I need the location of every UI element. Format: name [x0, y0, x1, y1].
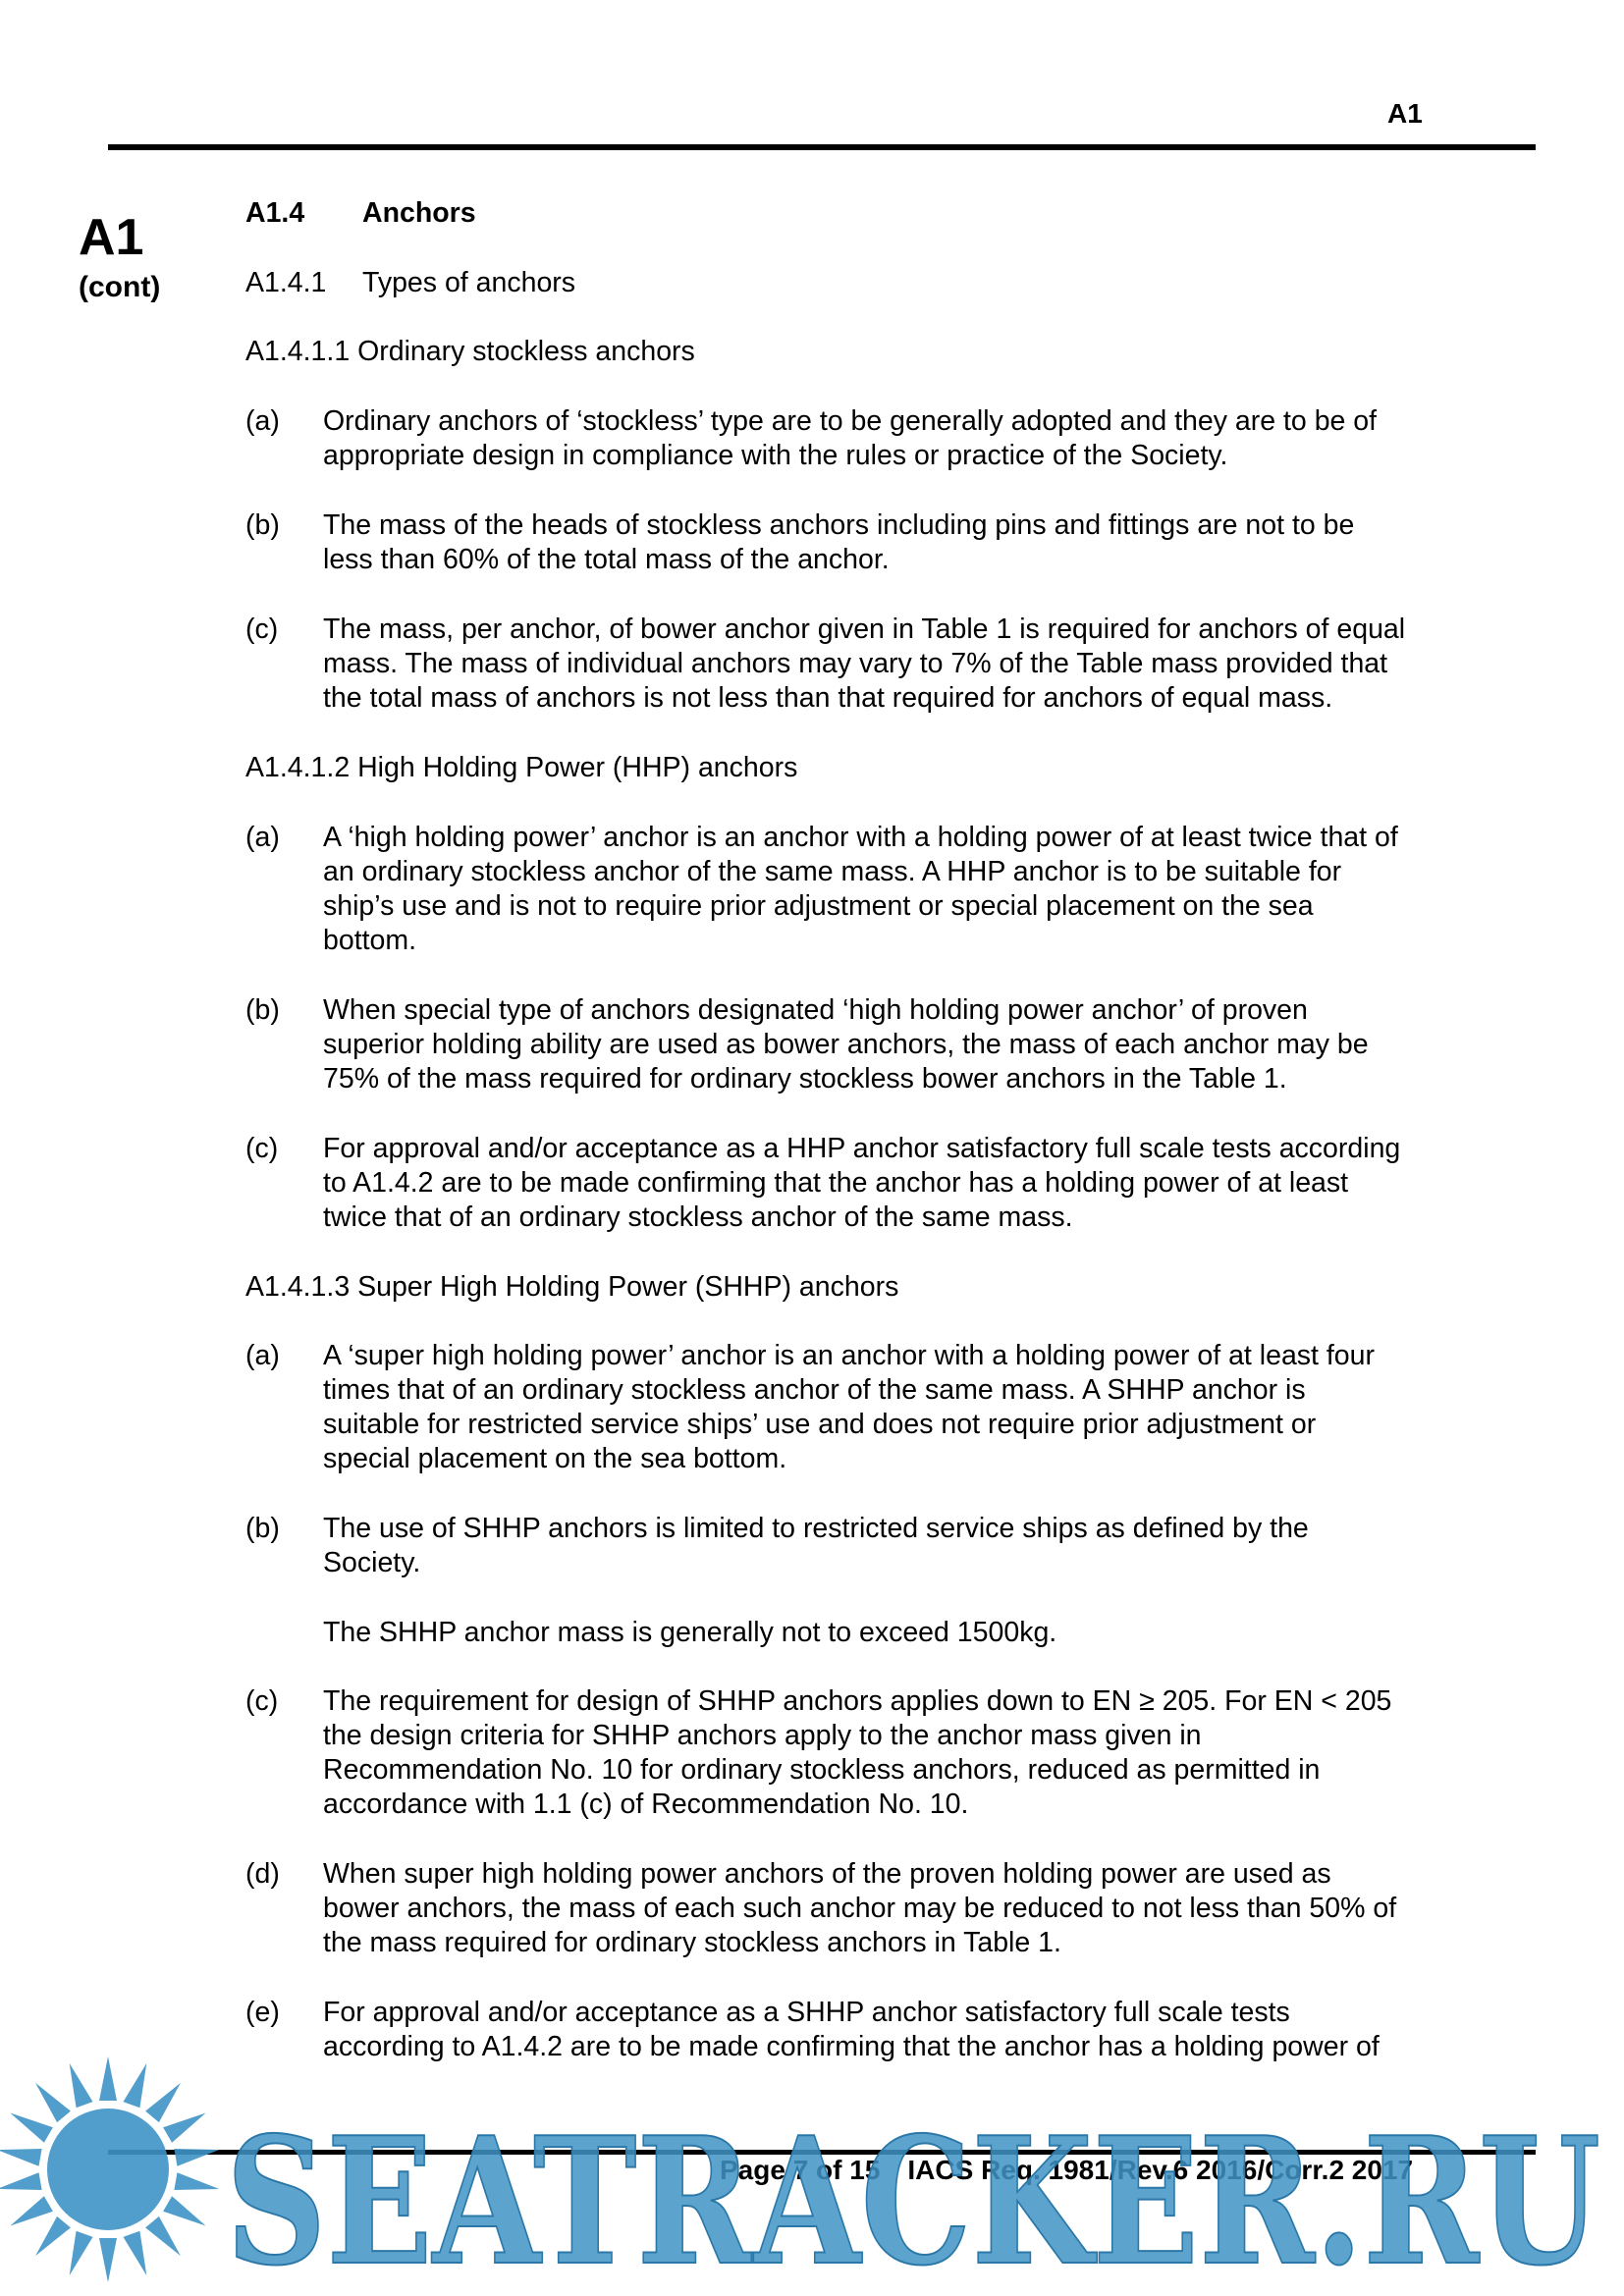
sub3-c-label: (c)	[245, 1685, 279, 1717]
sub3-e-label: (e)	[245, 1997, 280, 2028]
text-line: bower anchors, the mass of each such anchor may be reduced to not less than 50% of	[323, 1893, 1397, 1924]
side-cont: (cont)	[79, 271, 161, 303]
subsection-title: Types of anchors	[362, 267, 576, 298]
sub3-c-text	[323, 1684, 1391, 1822]
text-line: Society.	[323, 1547, 421, 1578]
text-line: The mass of the heads of stockless anchors including pins and fittings are not to be	[323, 509, 1355, 541]
text-line: the total mass of anchors is not less than that required for anchors of equal mass.	[323, 682, 1333, 714]
header-rule	[108, 144, 1536, 150]
sun-burst-icon	[0, 2056, 221, 2282]
document-reference: IACS Req. 1981/Rev.6 2016/Corr.2 2017	[907, 2155, 1414, 2185]
sub3-d-label: (d)	[245, 1858, 280, 1890]
sub1-c-text	[323, 613, 1405, 716]
text-line: accordance with 1.1 (c) of Recommendation No. 10.	[323, 1789, 969, 1820]
text-line: suitable for restricted service ships’ use and does not require prior adjustment or	[323, 1409, 1317, 1440]
sub2-b-label: (b)	[245, 994, 280, 1026]
text-line: an ordinary stockless anchor of the same mass. A HHP anchor is to be suitable for	[323, 856, 1342, 887]
text-line: 75% of the mass required for ordinary stockless bower anchors in the Table 1.	[323, 1063, 1287, 1095]
text-line: Ordinary anchors of ‘stockless’ type are to be generally adopted and they are to be of	[323, 405, 1378, 437]
sub1-a-text	[323, 404, 1377, 473]
sub2-heading: A1.4.1.2 High Holding Power (HHP) anchors	[245, 752, 798, 783]
text-line: mass. The mass of individual anchors may vary to 7% of the Table mass provided that	[323, 648, 1388, 679]
sub2-a-text	[323, 821, 1398, 958]
text-line: bottom.	[323, 925, 417, 956]
text-line: For approval and/or acceptance as a HHP anchor satisfactory full scale tests according	[323, 1133, 1401, 1164]
sub3-b-text	[323, 1512, 1309, 1580]
subsection-heading	[245, 266, 575, 300]
header-code: A1	[1387, 98, 1423, 129]
text-line: times that of an ordinary stockless anchor of the same mass. A SHHP anchor is	[323, 1374, 1306, 1406]
text-line: Recommendation No. 10 for ordinary stockless anchors, reduced as permitted in	[323, 1754, 1321, 1786]
text-line: A ‘high holding power’ anchor is an anchor with a holding power of at least twice that of	[323, 822, 1398, 853]
sub2-a-label: (a)	[245, 822, 280, 853]
section-title: Anchors	[362, 197, 476, 229]
text-line: The mass, per anchor, of bower anchor given in Table 1 is required for anchors of equal	[323, 614, 1406, 645]
text-line: the mass required for ordinary stockless anchors in Table 1.	[323, 1927, 1061, 1958]
sub1-heading: A1.4.1.1 Ordinary stockless anchors	[245, 336, 695, 367]
watermark-text: SEATRACKER.RU	[226, 2099, 1600, 2296]
text-line: ship’s use and is not to require prior adjustment or special placement on the sea	[323, 890, 1314, 922]
text-line: The requirement for design of SHHP anchors applies down to EN ≥ 205. For EN < 205	[323, 1685, 1392, 1717]
text-line: superior holding ability are used as bower anchors, the mass of each anchor may be	[323, 1029, 1369, 1060]
text-line: For approval and/or acceptance as a SHHP anchor satisfactory full scale tests	[323, 1997, 1290, 2028]
text-line: appropriate design in compliance with the rules or practice of the Society.	[323, 440, 1228, 471]
text-line: less than 60% of the total mass of the anchor.	[323, 544, 890, 575]
sub3-e-text	[323, 1996, 1380, 2064]
text-line: twice that of an ordinary stockless anchor of the same mass.	[323, 1201, 1073, 1233]
text-line: A ‘super high holding power’ anchor is an anchor with a holding power of at least four	[323, 1340, 1375, 1371]
subsection-number: A1.4.1	[245, 267, 327, 298]
text-line: to A1.4.2 are to be made confirming that the anchor has a holding power of at least	[323, 1167, 1349, 1199]
sub3-a-text	[323, 1339, 1375, 1476]
section-number: A1.4	[245, 197, 305, 229]
text-line: The use of SHHP anchors is limited to restricted service ships as defined by the	[323, 1513, 1309, 1544]
sub2-b-text	[323, 993, 1369, 1096]
sub1-b-label: (b)	[245, 509, 280, 541]
text-line: When special type of anchors designated ‘high holding power anchor’ of proven	[323, 994, 1308, 1026]
text-line: special placement on the sea bottom.	[323, 1443, 787, 1474]
sub3-b-extra: The SHHP anchor mass is generally not to exceed 1500kg.	[323, 1617, 1057, 1648]
sub1-c-label: (c)	[245, 614, 279, 645]
sub1-a-label: (a)	[245, 405, 280, 437]
sub3-d-text	[323, 1857, 1396, 1960]
page-number: Page 7 of 15	[720, 2155, 881, 2185]
sub3-heading: A1.4.1.3 Super High Holding Power (SHHP) anchors	[245, 1271, 899, 1303]
sub3-b-label: (b)	[245, 1513, 280, 1544]
sub2-c-label: (c)	[245, 1133, 279, 1164]
footer	[720, 2155, 1413, 2186]
text-line: When super high holding power anchors of the proven holding power are used as	[323, 1858, 1331, 1890]
text-line: according to A1.4.2 are to be made confirming that the anchor has a holding power of	[323, 2031, 1380, 2062]
sub3-a-label: (a)	[245, 1340, 280, 1371]
side-code: A1	[79, 209, 144, 266]
sub1-b-text	[323, 508, 1354, 577]
sub2-c-text	[323, 1132, 1400, 1235]
text-line: the design criteria for SHHP anchors apply to the anchor mass given in	[323, 1720, 1202, 1751]
section-heading	[245, 196, 476, 231]
